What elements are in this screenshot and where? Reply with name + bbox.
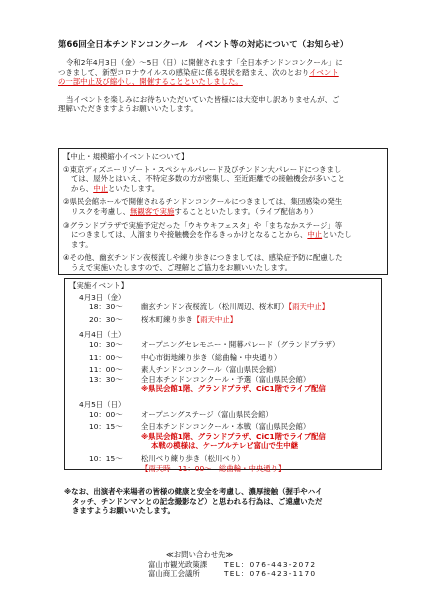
schedule-event	[141, 315, 237, 325]
schedule-rain-note: 【雨天時 11：00～ 総曲輪・中央通り】	[141, 463, 286, 473]
schedule-row	[69, 302, 377, 312]
schedule-tv-note: 本戦の模様は、ケーブルテレビ富山で生中継	[151, 441, 299, 451]
safety-note	[64, 487, 384, 516]
intro-line-2-text: つきまして、新型コロナウイルスの感染症に係る現状を踏まえ、次のとおり	[58, 67, 310, 77]
restriction-item-1	[63, 165, 383, 194]
restriction-1-line-1: ①東京ディズニーリゾート・スペシャルパレード及びチンドン大パレードにつきまし	[63, 164, 342, 174]
restriction-2-line-2b: することといたします。（ライブ配信あり）	[174, 206, 318, 216]
restriction-4-line-1: ④その他、幽玄チンドン夜桜流しや練り歩きにつきましては、感染症予防に配慮した	[63, 253, 343, 263]
restriction-2-line-2a: リスクを考慮し、	[71, 206, 130, 216]
schedule-row	[69, 454, 377, 464]
schedule-event-text: 幽玄チンドン夜桜流し（松川周辺、桜木町）	[141, 302, 289, 312]
schedule-heading: 【実施イベント】	[69, 281, 129, 290]
schedule-row	[69, 340, 377, 350]
safety-note-line-2: タッチ、チンドンマンとの記念撮影など）と思われる行為は、ご遠慮いただ	[72, 496, 323, 506]
intro-line-2	[58, 68, 394, 78]
contact-tel-2: TEL：076-423-1170	[224, 569, 317, 579]
intro-para2-line-1: 当イベントを楽しみにお待ちいただいていた皆様には大変申し訳ありませんが、ご	[66, 94, 340, 104]
schedule-time: 20：30～	[89, 314, 123, 324]
document-title: 第66回全日本チンドンコンクール イベント等の対応について（お知らせ）	[58, 39, 349, 49]
schedule-day-3-date-row	[69, 400, 377, 410]
schedule-day-2-date-row	[69, 330, 377, 340]
contact-section	[148, 550, 378, 579]
restriction-3-cancel: 中止	[307, 230, 323, 240]
contact-row-1	[148, 560, 378, 570]
schedule-time: 10：15～	[89, 453, 123, 463]
schedule-event: オープニングステージ（富山県民会館）	[141, 409, 273, 419]
contact-tel-1: TEL：076-443-2072	[224, 559, 317, 569]
intro-para2-line-2: 理解いただきますようお願いいたします。	[58, 104, 198, 114]
schedule-row	[69, 315, 377, 325]
schedule-day-3-date: 4月5日（日）	[79, 399, 126, 409]
restriction-1-line-3b: といたします。	[107, 183, 160, 193]
intro-line-2-red: イベント	[309, 67, 339, 77]
schedule-rain-note: 【雨天中止】	[192, 314, 238, 324]
restriction-item-2	[63, 197, 383, 216]
restriction-2-line-2	[63, 207, 383, 217]
restriction-item-3	[63, 221, 383, 250]
schedule-rain-note: 【雨天中止】	[288, 302, 330, 312]
restriction-1-line-3a: から、	[71, 183, 94, 193]
restrictions-box	[58, 148, 388, 275]
schedule-time: 18：30～	[89, 302, 123, 312]
schedule-row	[69, 422, 377, 432]
schedule-day-1-date-row	[69, 293, 377, 303]
contact-org-2: 富山商工会議所	[148, 569, 200, 579]
restriction-3-line-2b: といたし	[322, 230, 352, 240]
restriction-3-line-3: ます。	[71, 239, 93, 249]
schedule-time: 11：00～	[89, 365, 123, 375]
schedule-row	[69, 441, 377, 451]
schedule-event-text: 桜木町練り歩き	[141, 314, 193, 324]
restriction-3-line-1: ③グランドプラザで実施予定だった「ウキウキフェスタ」や「まちなかステージ」等	[63, 220, 343, 230]
schedule-event: 中心市街地練り歩き（総曲輪・中央通り）	[141, 352, 282, 362]
contact-row-2	[148, 569, 378, 579]
schedule-event	[141, 302, 329, 312]
schedule-live-note: ※県民会館1階、グランドプラザ、CiC1階でライブ配信	[141, 384, 326, 394]
schedule-live-note: ※県民会館1階、グランドプラザ、CiC1階でライブ配信	[141, 431, 326, 441]
restriction-4-line-2: うえで実施いたしますので、ご理解とご協力をお願いいたします。	[71, 262, 292, 272]
safety-note-line-3: きますようお願いいたします。	[72, 506, 175, 516]
intro-line-1: 令和2年4月3日（金）～5日（日）に開催されます「全日本チンドンコンクール」に	[66, 58, 343, 67]
schedule-event: オープニングセレモニー・開幕パレード（グランドプラザ）	[141, 339, 340, 349]
schedule-event: 全日本チンドンコンクール・予選（富山県民会館）	[141, 374, 311, 384]
restriction-1-cancel: 中止	[93, 183, 108, 193]
schedule-day-2-date: 4月4日（土）	[79, 330, 126, 340]
schedule-row	[69, 353, 377, 363]
restrictions-heading: 【中止・規模縮小イベントについて】	[63, 152, 189, 161]
safety-note-line-1: ※なお、出演者や来場者の皆様の健康と安全を考慮し、濃厚接触（握手やハイ	[64, 487, 323, 496]
schedule-event: 素人チンドンコンクール（富山県民会館）	[141, 365, 281, 375]
schedule-row	[69, 375, 377, 385]
contact-org-1: 富山市観光政策課	[148, 559, 208, 569]
schedule-time: 10：30～	[89, 339, 123, 349]
restriction-item-4	[63, 253, 383, 272]
restriction-3-line-2	[63, 230, 383, 240]
schedule-row	[69, 365, 377, 375]
schedule-time: 11：00～	[89, 352, 123, 362]
schedule-row	[69, 384, 377, 394]
schedule-row	[69, 464, 377, 474]
intro-line-3: の一部中止及び縮小し、開催することといたしました。	[58, 77, 243, 87]
schedule-time: 13：30～	[89, 374, 123, 384]
schedule-row	[69, 432, 377, 442]
intro-section	[58, 58, 394, 114]
restriction-1-line-2: ては、屋外とはいえ、不特定多数の方が密集し、至近距離での接触機会が多いこと	[71, 174, 345, 184]
schedule-row	[69, 410, 377, 420]
schedule-time: 10：00～	[89, 409, 123, 419]
restriction-3-line-2a: につきましては、人溜まりや接触機会を作るきっかけとなることから、	[71, 230, 308, 240]
restriction-1-line-3	[63, 184, 383, 194]
schedule-time: 10：15～	[89, 422, 123, 432]
schedule-box	[64, 278, 382, 473]
restriction-2-line-1: ②県民会館ホールで開催されるチンドンコンクールにつきましては、集団感染の発生	[63, 197, 343, 207]
restriction-2-no-audience: 無観客で実施	[129, 206, 175, 216]
contact-heading: ≪お問い合わせ先≫	[166, 550, 234, 559]
schedule-event: 全日本チンドンコンクール・本戦（富山県民会館）	[141, 422, 311, 432]
schedule-event: 松川べり練り歩き（松川べり）	[141, 453, 245, 463]
schedule-day-1-date: 4月3日（金）	[79, 292, 126, 302]
